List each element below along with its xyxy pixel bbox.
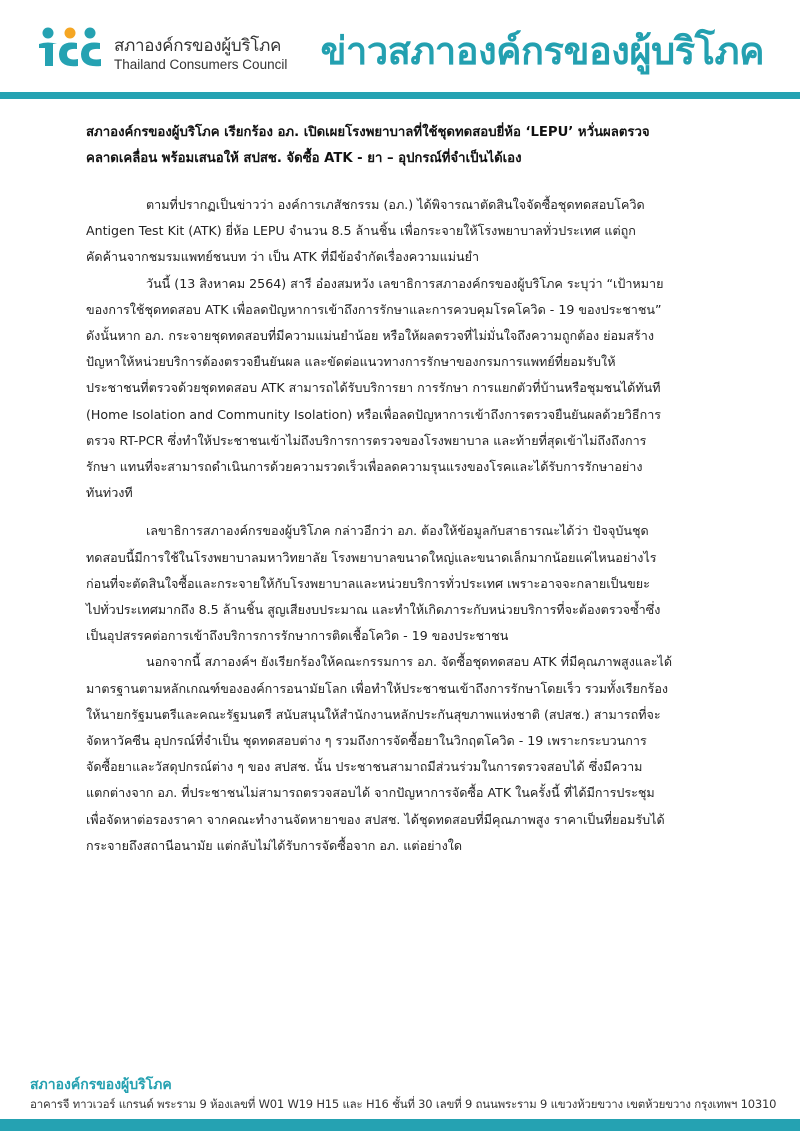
text-line: จัดหาวัคซีน อุปกรณ์ที่จำเป็น ชุดทดสอบต่าง ๆ รวมถึงการจัดซื้อยาในวิกฤตโควิด - 19 เพราะกระบวนการ <box>86 733 647 749</box>
text-line: วันนี้ (13 สิงหาคม 2564) สารี อ๋องสมหวัง เลขาธิการสภาองค์กรของผู้บริโภค ระบุว่า “เป้าหมาย <box>146 275 664 291</box>
text-line: เพื่อจัดหาต่อรองราคา จากคณะทำงานจัดหายาของ สปสช. ได้ชุดทดสอบที่มีคุณภาพสูง ราคาเป็นที่ยอมรับได้ <box>86 811 665 827</box>
org-name-english: Thailand Consumers Council <box>114 57 288 72</box>
text-line: จัดซื้อยาและวัสดุปกรณ์ต่าง ๆ ของ สปสช. นั้น ประชาชนสามาถมีส่วนร่วมในการตรวจสอบได้ ซึ่งมีความ <box>86 759 643 775</box>
letterhead-header <box>0 0 800 100</box>
page-title: ข่าวสภาองค์กรของผู้บริโภค <box>320 29 764 73</box>
text-line: ทดสอบนี้มีการใช้ในโรงพยาบาลมหาวิทยาลัย โรงพยาบาลขนาดใหญ่และขนาดเล็กมากน้อยแค่ไหนอย่างไร <box>86 549 657 565</box>
text-line: รักษา แทนที่จะสามารถดำเนินการด้วยความรวดเร็วเพื่อลดความรุนแรงของโรคและได้รับการรักษาอย่าง <box>86 459 643 475</box>
footer-divider <box>0 1119 800 1131</box>
article-headline <box>86 120 726 172</box>
text-line: คัดค้านจากชมรมแพทย์ชนบท ว่า เป็น ATK ที่มีข้อจำกัดเรื่องความแม่นยำ <box>86 249 480 265</box>
text-line: ตรวจ RT-PCR ซึ่งทำให้ประชาชนเข้าไม่ถึงบริการการตรวจของโรงพยาบาล และท้ายที่สุดเข้าไม่ถึงถึงการ <box>86 432 647 448</box>
paragraph <box>86 649 726 859</box>
text-line: ก่อนที่จะตัดสินใจซื้อและกระจายให้กับโรงพยาบาลและหน่วยบริการทั่วประเทศ เพราะอาจจะกลายเป็นขยะ <box>86 575 650 591</box>
headline-line: สภาองค์กรของผู้บริโภค เรียกร้อง อภ. เปิดเผยโรงพยาบาลที่ใช้ชุดทดสอบยี่ห้อ ‘LEPU’ หวั่นผลตรวจ <box>86 125 650 140</box>
text-line: ตามที่ปรากฏเป็นข่าวว่า องค์การเภสัชกรรม (อภ.) ได้พิจารณาตัดสินใจจัดซื้อชุดทดสอบโควิด <box>146 197 645 212</box>
text-line: แตกต่างจาก อภ. ที่ประชาชนไม่สามารถตรวจสอบได้ จากปัญหาการจัดซื้อ ATK ในครั้งนี้ ที่ได้มีการประชุม <box>86 785 655 801</box>
text-line: มาตรฐานตามหลักเกณฑ์ขององค์การอนามัยโลก เพื่อทำให้ประชาชนเข้าถึงการรักษาโดยเร็ว รวมทั้งเรียกร้อง <box>86 680 669 696</box>
text-line: เป็นอุปสรรคต่อการเข้าถึงบริการการรักษาการติดเชื้อโควิด - 19 ของประชาชน <box>86 628 509 644</box>
text-line: ปัญหาให้หน่วยบริการต้องตรวจยืนยันผล และขัดต่อแนวทางการรักษาของกรมการแพทย์ที่ยอมรับให้ <box>86 354 616 370</box>
text-line: ทันท่วงที <box>86 485 133 501</box>
header-divider <box>0 92 800 99</box>
text-line: เลขาธิการสภาองค์กรของผู้บริโภค กล่าวอีกว่า อภ. ต้องให้ข้อมูลกับสาธารณะได้ว่า ปัจจุบันชุด <box>146 523 649 539</box>
text-line: ดังนั้นหาก อภ. กระจายชุดทดสอบที่มีความแม่นยำน้อย หรือให้ผลตรวจที่ไม่มั่นใจถึงความถูกต้อง ย่อมสร้าง <box>86 328 655 344</box>
org-name-thai: สภาองค์กรของผู้บริโภค <box>114 36 282 56</box>
paragraph <box>86 518 726 649</box>
paragraph <box>86 271 726 507</box>
paragraph-spacer <box>86 506 726 518</box>
text-line: (Home Isolation and Community Isolation) หรือเพื่อลดปัญหาการเข้าถึงการตรวจยืนยันผลด้วยวิธีการ <box>86 406 662 422</box>
footer-address: อาคารจี ทาวเวอร์ แกรนด์ พระราม 9 ห้องเลขที่ W01 W19 H15 และ H16 ชั้นที่ 30 เลขที่ 9 ถนนพระราม 9 แขวงห้วยขวาง เขตห้วยขวาง กรุงเทพฯ 10310 <box>30 1097 777 1111</box>
tcc-logo-icon <box>38 26 102 70</box>
text-line: Antigen Test Kit (ATK) ยี่ห้อ LEPU จำนวน 8.5 ล้านชิ้น เพื่อกระจายให้โรงพยาบาลทั่วประเทศ แต่ถูก <box>86 223 636 239</box>
text-line: ของการใช้ชุดทดสอบ ATK เพื่อลดปัญหาการเข้าถึงการรักษาและการควบคุมโรคโควิด - 19 ของประชาชน” <box>86 301 662 317</box>
paragraph <box>86 192 726 271</box>
headline-line: คลาดเคลื่อน พร้อมเสนอให้ สปสช. จัดซื้อ ATK - ยา – อุปกรณ์ที่จำเป็นได้เอง <box>86 151 522 166</box>
text-line: ไปทั่วประเทศมากถึง 8.5 ล้านชิ้น สูญเสียงบประมาณ และทำให้เกิดภาระกับหน่วยบริการที่จะต้องตรวจซ้ำซึ่ง <box>86 602 661 618</box>
text-line: ให้นายกรัฐมนตรีและคณะรัฐมนตรี สนับสนุนให้สำนักงานหลักประกันสุขภาพแห่งชาติ (สปสช.) สามารถที่จะ <box>86 706 661 722</box>
footer-org-name: สภาองค์กรของผู้บริโภค <box>30 1077 172 1093</box>
text-line: กระจายถึงสถานีอนามัย แต่กลับไม่ได้รับการจัดซื้อจาก อภ. แต่อย่างใด <box>86 837 463 853</box>
article-body <box>86 120 726 859</box>
text-line: นอกจากนี้ สภาองค์ฯ ยังเรียกร้องให้คณะกรรมการ อภ. จัดซื้อชุดทดสอบ ATK ที่มีคุณภาพสูงและได้ <box>146 654 672 670</box>
text-line: ประชาชนที่ตรวจด้วยชุดทดสอบ ATK สามารถได้รับบริการยา การรักษา การแยกตัวที่บ้านหรือชุมชนได้ทันที <box>86 380 661 396</box>
